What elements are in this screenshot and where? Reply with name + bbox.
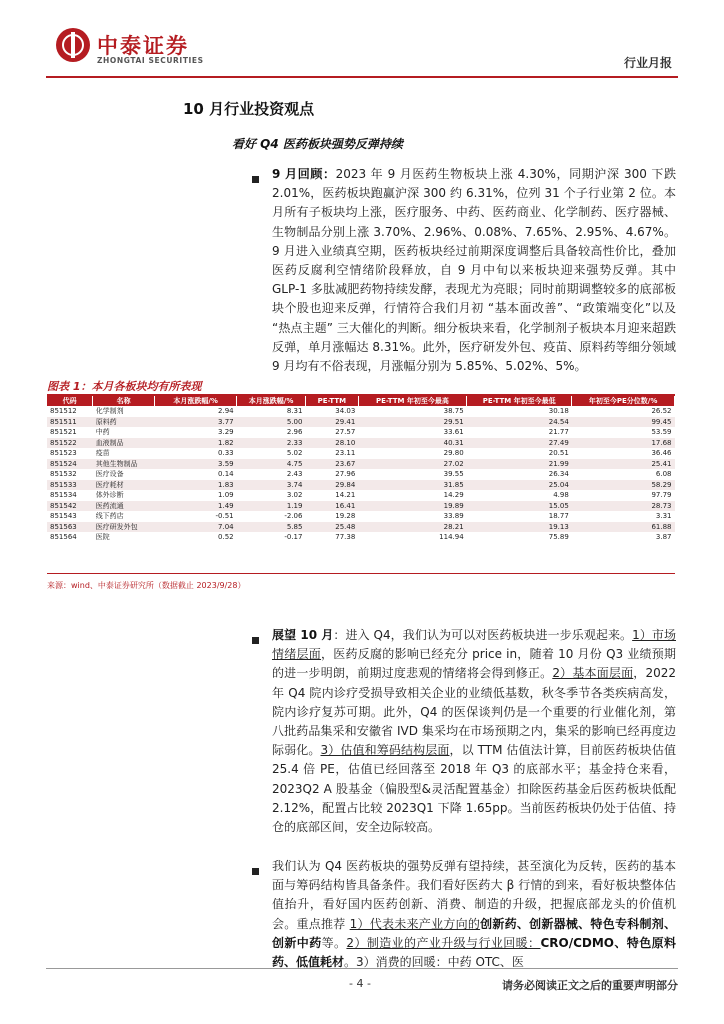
table-row [47,406,675,417]
table-cell: 19.13 [467,522,572,533]
table-row [47,438,675,449]
table-row [47,480,675,491]
table-cell: 3.74 [237,480,306,491]
para2-point-2: 2）基本面层面 [552,666,634,681]
table-cell: 851522 [47,438,93,449]
table-cell: 医疗耗材 [93,480,155,491]
col-header: 本月涨跌幅/% [237,396,306,406]
table-cell: 24.54 [467,417,572,428]
table-cell: 53.59 [651,428,672,436]
table-row [47,501,675,512]
header-divider [46,76,678,78]
table-cell: 线下药店 [95,512,124,520]
para3-text: 等。 [321,935,347,950]
table-cell: 21.77 [548,428,569,436]
table-cell: 26.34 [548,470,569,478]
table-row [47,469,675,480]
paragraph-october-outlook [272,626,676,837]
table-cell: 33.61 [443,428,464,436]
table-cell: 14.29 [443,491,464,499]
table-cell: 851542 [47,501,93,512]
table-cell: 0.33 [218,449,234,457]
table-cell: 15.05 [467,501,572,512]
table-cell: 34.03 [335,407,356,415]
para2-text: ，2022 年 Q4 院内诊疗受损导致相关企业的业绩低基数，秋冬季节各类疾病高发，院内诊疗复苏可期。此外，Q4 的医保谈判仍是一个重要的行业催化剂，第八批药品集采和安徽省 IVD 集采均在市场预期之内，集采的影响已经再度边际弱化。 [272,666,676,758]
table-cell: 1.83 [155,480,237,491]
footer-disclaimer: 请务必阅读正文之后的重要声明部分 [502,979,678,992]
table-cell: 36.46 [651,449,672,457]
table-cell: 99.45 [572,417,675,428]
table-cell: 医药流通 [93,501,155,512]
table-cell: 4.98 [553,491,569,499]
table-cell: 851523 [50,449,77,457]
table-cell: 3.77 [155,417,237,428]
table-row [47,448,675,459]
table-cell: 114.94 [439,533,464,541]
table-header-row [47,396,675,406]
para3-text: 我们认为 Q4 医药板块的强势反弹有望持续，甚至演化为反转，医药的基本面与筹码结构皆具备条件。我们看好医药大 β 行情的到来，看好板块整体估值抬升，看好国内医药创新、消费、制造的升级，把握底部龙头的价值机会。重点推荐 [272,859,676,931]
table-cell: 1.49 [155,501,237,512]
table-cell: 原料药 [93,417,155,428]
table-cell: 30.18 [548,407,569,415]
table-cell: 16.41 [305,501,358,512]
table-cell: 1.82 [155,438,237,449]
para3-point-1: 1）代表未来产业方向的 [349,916,481,931]
para3-text: 。3）消费的回暖：中药 OTC、医 [344,955,524,970]
table-cell: 7.04 [155,522,237,533]
table-row [47,427,675,438]
table-cell: 2.94 [218,407,234,415]
table-cell: 1.09 [218,491,234,499]
table-cell: 23.11 [335,449,356,457]
para2-text: ，医药反腐的影响已经充分 price in，随着 10 月份 Q3 业绩预期的进一步明朗，前期过度悲观的情绪将会得到修正。 [272,647,676,681]
table-cell: 血液制品 [93,438,155,449]
table-cell: 20.51 [548,449,569,457]
bullet-icon [252,176,259,183]
table-cell: 6.08 [655,470,672,478]
table-cell: 28.21 [358,522,466,533]
table-cell: 18.77 [548,512,569,520]
figure-bottom-rule [47,573,675,574]
bullet-icon [252,637,259,644]
table-cell: 其他生物制品 [93,459,155,470]
col-header: 名称 [93,396,155,406]
section-subtitle: 看好 Q4 医药板块强势反弹持续 [232,137,403,151]
table-cell: 19.28 [335,512,356,520]
table-cell: 中药 [95,428,110,436]
para2-text: ，以 TTM 估值法计算，目前医药板块估值 25.4 倍 PE，估值已经回落至 2018 年 Q3 的底部水平；基金持仓来看，2023Q2 A 股基金（偏股型&灵活配置基金）扣除医药基金后医药板块低配 2.12%，配置占比较 2023Q1 下降 1.65pp。当前医药板块仍处于估值、持仓的底部区间，安全边际较高。 [272,743,676,835]
para2-point-1: 1）市场情绪层面 [272,628,676,662]
paragraph-recommendations [272,857,676,972]
figure-source: 来源：wind、中泰证券研究所（数据截止 2023/9/28） [47,581,246,590]
bullet-icon [252,868,259,875]
para3-highlight-1: 创新药、创新器械、特色专科制剂、创新中药 [272,916,676,950]
table-cell: 27.57 [335,428,356,436]
logo-name-en: ZHONGTAI SECURITIES [97,56,204,65]
col-header: PE-TTM [305,396,358,406]
table-cell: 61.88 [572,522,675,533]
table-cell: 1.19 [237,501,306,512]
table-row [47,511,675,522]
table-cell: -0.17 [284,533,303,541]
table-cell: 14.21 [335,491,356,499]
col-header: PE-TTM 年初至今最高 [358,396,466,406]
table-cell: 3.02 [286,491,303,499]
table-cell: 851534 [50,491,77,499]
table-cell: 29.84 [305,480,358,491]
table-cell: 5.00 [237,417,306,428]
table-cell: 58.29 [572,480,675,491]
col-header: 年初至今PE分位数/% [572,396,675,406]
table-cell: 27.96 [335,470,356,478]
para2-lead: 展望 10 月 [272,628,334,642]
company-logo-icon [56,28,90,62]
table-cell: 28.73 [572,501,675,512]
table-cell: 40.31 [358,438,466,449]
table-cell: 25.04 [467,480,572,491]
col-header: PE-TTM 年初至今最低 [467,396,572,406]
table-cell: 851512 [50,407,77,415]
table-cell: 医疗设备 [95,470,124,478]
table-cell: 0.52 [218,533,234,541]
para2-text: ：进入 Q4，我们认为可以对医药板块进一步乐观起来。 [333,628,633,642]
paragraph-september-review [272,165,676,376]
table-cell: 8.31 [286,407,303,415]
table-cell: 851532 [50,470,77,478]
table-cell: 29.41 [305,417,358,428]
page-number: - 4 - [349,977,371,990]
table-cell: 体外诊断 [95,491,124,499]
para1-text: 2023 年 9 月医药生物板块上涨 4.30%，同期沪深 300 下跌 2.01%，医药板块跑赢沪深 300 约 6.31%，位列 31 个子行业第 2 位。本月所有子板块均上涨，医疗服务、中药、医药商业、化学制药、医疗器械、生物制品分别上涨 3.70%、2.96%、0.08%、7.65%、2.95%、4.67%。9 月进入业绩真空期，医药板块经过前期深度调整后具备较高性价比，叠加医药反腐利空情绪阶段释放，自 9 月中旬以来板块迎来强势反弹。其中 GLP-1 多肽减肥药物持续发酵，表现尤为亮眼；同时前期调整较多的底部板块个股也迎来反弹，行情符合我们月初 “基本面改善”、“政策端变化”以及 “热点主题” 三大催化的判断。细分板块来看，化学制剂子板块本月迎来超跌反弹，单月涨幅达 8.31%。此外，医疗研发外包、疫苗、原料药等细分领域 9 月均有不俗表现，月涨幅分别为 5.85%、5.02%、5%。 [272,167,677,374]
table-cell: 化学制剂 [95,407,124,415]
para1-lead: 9 月回顾： [272,167,336,181]
report-type: 行业月报 [623,56,672,70]
sector-performance-table [47,396,675,543]
table-cell: 3.59 [155,459,237,470]
table-cell: 851563 [47,522,93,533]
table-cell: -2.06 [284,512,303,520]
table-cell: 25.41 [572,459,675,470]
table-cell: 2.96 [286,428,303,436]
table-cell: 38.75 [443,407,464,415]
table-cell: 28.10 [305,438,358,449]
table-cell: 疫苗 [95,449,110,457]
col-header: 代码 [47,396,93,406]
col-header: 本月涨跌幅/% [155,396,237,406]
table-cell: 851533 [47,480,93,491]
table-cell: 31.85 [358,480,466,491]
figure-title: 图表 1：本月各板块均有所表现 [47,378,675,396]
table-cell: 23.67 [305,459,358,470]
table-cell: 3.87 [655,533,672,541]
footer-divider [46,968,678,969]
table-cell: 5.02 [286,449,303,457]
table-cell: 851543 [50,512,77,520]
table-cell: 33.89 [443,512,464,520]
table-cell: 27.02 [358,459,466,470]
table-cell: 27.49 [467,438,572,449]
table-cell: 4.75 [237,459,306,470]
table-cell: 3.31 [655,512,672,520]
table-cell: 21.99 [467,459,572,470]
para3-point-2: 2）制造业的产业升级与行业回暖： [346,935,541,950]
table-cell: 17.68 [572,438,675,449]
table-cell: 0.14 [218,470,234,478]
table-cell: -0.51 [215,512,234,520]
para3-highlight-2: CRO/CDMO、特色原料药、低值耗材 [272,935,676,970]
logo-name-cn: 中泰证券 [97,34,189,58]
table-row [47,522,675,533]
table-cell: 26.52 [651,407,672,415]
table-cell: 2.43 [286,470,303,478]
table-cell: 851564 [50,533,77,541]
table-cell: 29.51 [358,417,466,428]
table-cell: 25.48 [305,522,358,533]
table-row [47,532,675,543]
table-cell: 77.38 [335,533,356,541]
table-cell: 医疗研发外包 [93,522,155,533]
table-cell: 851524 [47,459,93,470]
table-row [47,417,675,428]
para2-point-3: 3）估值和筹码结构层面 [320,743,450,758]
table-row [47,490,675,501]
section-title: 10 月行业投资观点 [183,100,315,118]
table-cell: 97.79 [651,491,672,499]
table-cell: 75.89 [548,533,569,541]
table-cell: 19.89 [358,501,466,512]
table-cell: 5.85 [237,522,306,533]
table-cell: 39.55 [443,470,464,478]
table-cell: 851511 [47,417,93,428]
table-cell: 2.33 [237,438,306,449]
table-cell: 医院 [95,533,110,541]
table-cell: 851521 [50,428,77,436]
table-cell: 3.29 [218,428,234,436]
table-cell: 29.80 [443,449,464,457]
table-row [47,459,675,470]
